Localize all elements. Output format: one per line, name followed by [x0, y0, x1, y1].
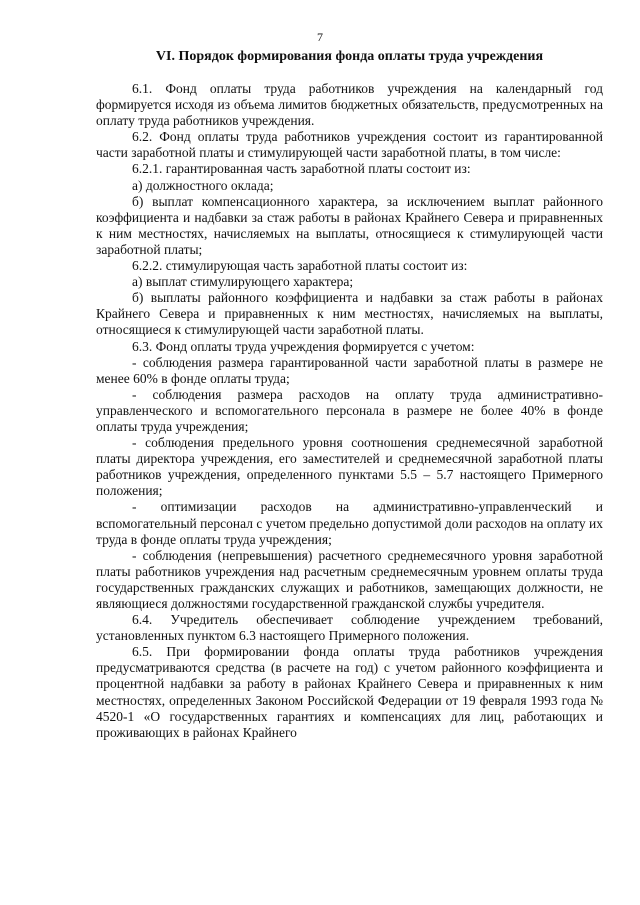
paragraph-6-2-1: 6.2.1. гарантированная часть заработной платы состоит из:: [132, 161, 471, 177]
list-item: - соблюдения размера расходов на оплату труда административно-управленческого и вспомогательного персонала в размере не более 40% в фонде оплаты труда учреждения;: [96, 386, 603, 434]
paragraph-6-2-2: 6.2.2. стимулирующая часть заработной платы состоит из:: [132, 258, 468, 274]
paragraph-6-4: 6.4. Учредитель обеспечивает соблюдение учреждением требований, установленных пунктом 6.3 настоящего Примерного положения.: [96, 612, 603, 644]
section-body: [96, 81, 603, 741]
list-item: - соблюдения (непревышения) расчетного среднемесячного уровня заработной платы работников учреждения над расчетным среднемесячным уровнем оплаты труда государственных гражданских служащих и работников, замещающих должности, не являющиеся должностями государственной гражданской службы учредителя.: [96, 547, 603, 611]
list-item: а) выплат стимулирующего характера;: [132, 274, 354, 290]
paragraph-6-3: 6.3. Фонд оплаты труда учреждения формируется с учетом:: [132, 338, 475, 354]
paragraph-6-1: 6.1. Фонд оплаты труда работников учреждения на календарный год формируется исходя из объема лимитов бюджетных обязательств, предусмотренных на оплату труда работников учреждения.: [96, 81, 603, 129]
list-item: б) выплат компенсационного характера, за исключением выплат районного коэффициента и надбавки за стаж работы в районах Крайнего Севера и приравненных к ним местностях, начисляемых на выплаты, относящиеся к стимулирующей части заработной платы;: [96, 193, 603, 257]
list-item: - оптимизации расходов на административно-управленческий и вспомогательный персонал с учетом предельно допустимой доли расходов на оплату их труда в фонде оплаты труда учреждения;: [96, 499, 603, 547]
page-number: 7: [317, 30, 323, 44]
list-item: - соблюдения предельного уровня соотношения среднемесячной заработной платы директора учреждения, его заместителей и среднемесячной заработной платы работников учреждения, определенного пунктами 5.5 – 5.7 настоящего Примерного положения;: [96, 435, 603, 499]
section-heading: VI. Порядок формирования фонда оплаты труда учреждения: [155, 49, 544, 64]
list-item: а) должностного оклада;: [132, 177, 274, 193]
paragraph-6-2: 6.2. Фонд оплаты труда работников учреждения состоит из гарантированной части заработной платы и стимулирующей части заработной платы, в том числе:: [96, 129, 603, 161]
paragraph-6-5: 6.5. При формировании фонда оплаты труда работников учреждения предусматриваются средства (в расчете на год) с учетом районного коэффициента и процентной надбавки за работу в районах Крайнего Севера и приравненных к ним местностях, определенных Законом Российской Федерации от 19 февраля 1993 года № 4520-1 «О государственных гарантиях и компенсациях для лиц, работающих и проживающих в районах Крайнего: [96, 644, 603, 740]
list-item: б) выплаты районного коэффициента и надбавки за стаж работы в районах Крайнего Севера и приравненных к ним местностях, начисляемых на выплаты, относящиеся к стимулирующей части заработной платы.: [96, 290, 603, 338]
list-item: - соблюдения размера гарантированной части заработной платы в размере не менее 60% в фонде оплаты труда;: [96, 354, 603, 386]
